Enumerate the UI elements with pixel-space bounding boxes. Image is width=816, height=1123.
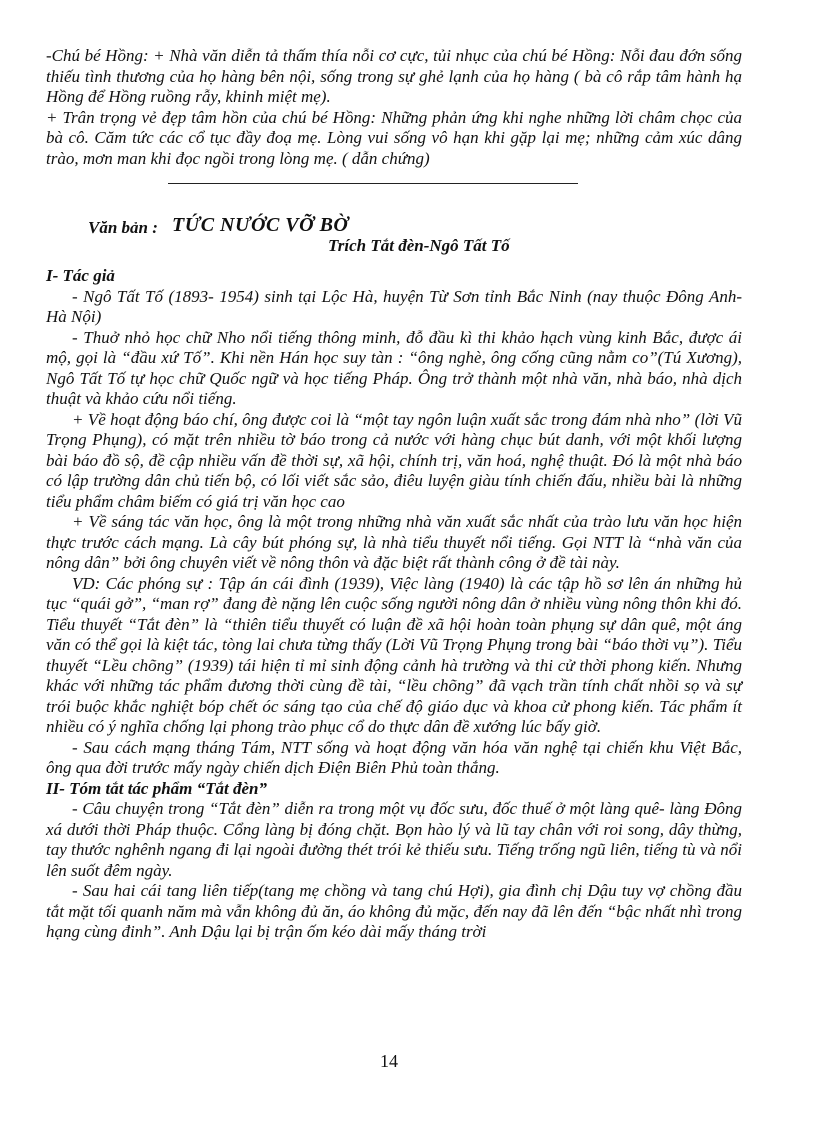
divider xyxy=(168,183,578,184)
paragraph: - Câu chuyện trong “Tắt đèn” diễn ra trong một vụ đốc sưu, đốc thuế ở một làng quê- làng Đông xá dưới thời Pháp thuộc. Cổng làng bị đóng chặt. Bọn hào lý và lũ tay chân với roi song, dây thừng, tay thước nghênh ngang đi lại ngoài đường thét trói kẻ thiếu sưu. Tiếng trống ngũ liên, tiếng tù và nổi lên suốt đêm ngày. xyxy=(46,799,742,880)
paragraph: + Trân trọng vẻ đẹp tâm hồn của chú bé Hồng: Những phản ứng khi nghe những lời châm chọc của bà cô. Căm tức các cổ tục đầy đoạ mẹ. Lòng vui sống vô hạn khi gặp lại mẹ; những cảm xúc dâng trào, mơn man khi đọc ngồi trong lòng mẹ. ( dẫn chứng) xyxy=(46,107,742,168)
paragraph: VD: Các phóng sự : Tập án cái đình (1939), Việc làng (1940) là các tập hồ sơ lên án những hủ tục “quái gở”, “man rợ” đang đè nặng lên cuộc sống người nông dân ở nhiều vùng nông thôn khi đó. Tiểu thuyết “Tắt đèn” là “thiên tiểu thuyết có luận đề xã hội hoàn toàn phụng sự dân quê, một áng văn có thể gọi là kiệt tác, tòng lai chưa từng thấy (Lời Vũ Trọng Phụng trong bài “báo thời vụ”). Tiểu thuyết “Lều chõng” (1939) tái hiện tỉ mỉ sinh động cảnh hà trường và thi cử thời phong kiến. Nhưng khác với những tác phẩm đương thời cùng đề tài, “lều chõng” đã vạch trần tính chất nhồi sọ và sự trói buộc khắc nghiệt bóp chết óc sáng tạo của chế độ giáo dục và khoa cử phong kiến. Tác phẩm ít nhiều có ý nghĩa chống lại phong trào phục cổ do thực dân đề xướng lúc bấy giờ. xyxy=(46,573,742,736)
section-heading: II- Tóm tắt tác phẩm “Tắt đèn” xyxy=(46,778,267,798)
paragraph: - Sau hai cái tang liên tiếp(tang mẹ chồng và tang chú Hợi), gia đình chị Dậu tuy vợ chồng đầu tắt mặt tối quanh năm mà vẫn không đủ ăn, áo không đủ mặc, đến nay đã lên đến “bậc nhất nhì trong hạng cùng đinh”. Anh Dậu lại bị trận ốm kéo dài mấy tháng trời xyxy=(46,881,742,941)
page-content xyxy=(46,46,742,943)
paragraph: + Về sáng tác văn học, ông là một trong những nhà văn xuất sắc nhất của trào lưu văn học hiện thực trước cách mạng. Là cây bút phóng sự, là nhà tiểu thuyết nổi tiếng. Gọi NTT là “nhà văn của nông dân” bởi ông chuyên viết về nông thôn và đặc biệt rất thành công ở đề tài này. xyxy=(46,512,742,572)
text-source: Trích Tắt đèn-Ngô Tất Tố xyxy=(328,236,510,255)
paragraph: + Về hoạt động báo chí, ông được coi là “một tay ngôn luận xuất sắc trong đám nhà nho” (lời Vũ Trọng Phụng), có mặt trên nhiều tờ báo trong cả nước với hàng chục bút danh, với một khối lượng bài báo đồ sộ, đề cập nhiều vấn đề thời sự, xã hội, chính trị, văn hoá, nghệ thuật. Đó là một nhà báo có lập trường dân chủ tiến bộ, có lối viết sắc sảo, điêu luyện giàu tính chiến đấu, nhiều bài là những tiểu phẩm châm biếm có giá trị văn học cao xyxy=(46,409,742,511)
paragraph: - Sau cách mạng tháng Tám, NTT sống và hoạt động văn hóa văn nghệ tại chiến khu Việt Bắc, ông qua đời trước mấy ngày chiến dịch Điện Biên Phủ toàn thắng. xyxy=(46,737,742,777)
paragraph: - Thuở nhỏ học chữ Nho nổi tiếng thông minh, đỗ đầu kì thi khảo hạch vùng kinh Bắc, được ái mộ, gọi là “đầu xứ Tố”. Khi nền Hán học suy tàn : “ông nghè, ông cống cũng nằm co”(Tú Xương), Ngô Tất Tố tự học chữ Quốc ngữ và học tiếng Pháp. Ông trở thành một nhà văn, nhà báo, nhà dịch thuật và khảo cứu nổi tiếng. xyxy=(46,327,742,408)
paragraph: - Ngô Tất Tố (1893- 1954) sinh tại Lộc Hà, huyện Từ Sơn tỉnh Bắc Ninh (nay thuộc Đông Anh- Hà Nội) xyxy=(46,286,742,326)
text-title-block xyxy=(46,214,742,266)
text-label: Văn bản : xyxy=(88,218,158,237)
text-title: TỨC NƯỚC VỠ BỜ xyxy=(172,214,349,236)
paragraph: -Chú bé Hồng: + Nhà văn diễn tả thấm thía nỗi cơ cực, tủi nhục của chú bé Hồng: Nỗi đau đớn sống thiếu tình thương của họ hàng bên nội, sống trong sự ghẻ lạnh của họ hàng ( bà cô rắp tâm hành hạ Hồng để Hồng ruồng rẫy, khinh miệt mẹ). xyxy=(46,46,742,106)
section-heading: I- Tác giả xyxy=(46,266,115,285)
page-number: 14 xyxy=(380,1051,398,1071)
